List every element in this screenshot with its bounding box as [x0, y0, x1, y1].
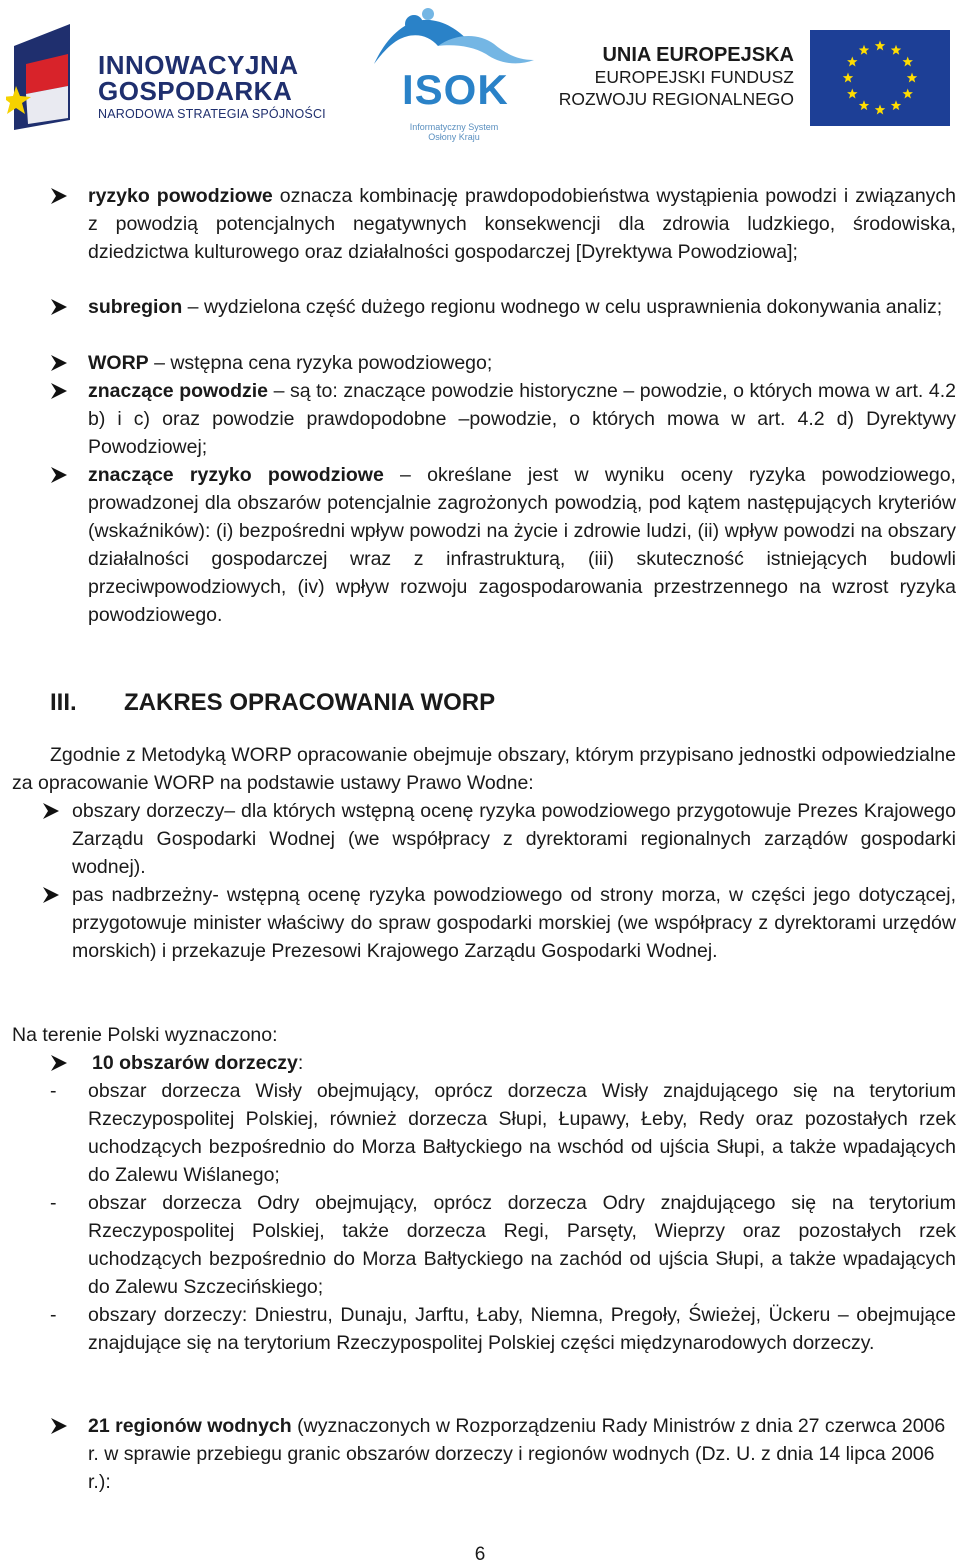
ig-line-2: GOSPODARKA: [98, 76, 293, 106]
definition-item: [88, 293, 956, 321]
section-title: ZAKRES OPRACOWANIA WORP: [124, 689, 496, 716]
definition-text: – są to: znaczące powodzie historyczne – powodzie, o których mowa w art. 4.2 b) i c) oraz powodzie prawdopodobne –powodzie, o których mowa w art. 4.2 d) Dyrektywy Powodziowej;: [88, 380, 956, 458]
section-number: III.: [50, 689, 77, 716]
arrow-bullet-icon: [42, 886, 60, 904]
definition-term: ryzyko powodziowe: [88, 185, 273, 207]
regions-item: [88, 1412, 948, 1496]
definition-item: [88, 349, 956, 377]
basin-item: obszar dorzecza Odry obejmujący, oprócz dorzecza Odry znajdującego się na terytorium Rzeczypospolitej Polskiej, także dorzecza Regi, Parsęty, Wieprzy oraz pozostałych rzek uchodzących bezpośrednio do Morza Bałtyckiego na zachód od ujścia Słupi, a także wpadających do Zalewu Szczecińskiego;: [88, 1192, 956, 1298]
isok-wave-icon: [368, 4, 540, 74]
basin-item: obszary dorzeczy: Dniestru, Dunaju, Jarftu, Łaby, Niemna, Pregoły, Świeżej, Ückeru – obejmujące znajdujące się na terytorium Rzeczypospolitej Polskiej części międzynarodowych dorzeczy.: [88, 1304, 956, 1354]
definition-text: – wstępna cena ryzyka powodziowego;: [148, 352, 493, 374]
definition-item: [88, 461, 956, 629]
definition-text: oznacza kombinację prawdopodobieństwa wystąpienia powodzi i związanych z powodzią potencjalnych negatywnych konsekwencji dla zdrowia ludzkiego, środowiska, dziedzictwa kulturowego oraz działalności gospodarczej [Dyrektywa Powodziowa];: [88, 185, 957, 263]
definition-term: subregion: [88, 296, 183, 318]
arrow-bullet-icon: [50, 382, 68, 400]
definition-text: – wydzielona część dużego regionu wodnego w celu usprawnienia dokonywania analiz;: [182, 296, 943, 318]
arrow-bullet-icon: [50, 1054, 68, 1072]
eu-fund-text: [556, 44, 794, 110]
eu-flag-icon: [810, 30, 950, 126]
ig-line-3: NARODOWA STRATEGIA SPÓJNOŚCI: [98, 107, 326, 121]
ig-line-1: INNOWACYJNA: [98, 50, 299, 80]
definition-text: – określane jest w wyniku oceny ryzyka powodziowego, prowadzonej dla obszarów potencjalnie zagrożonych powodzią, pod kątem następujących kryteriów (wskaźników): (i) bezpośredni wpływ powodzi na życie i zdrowie ludzi, (ii) wpływ powodzi na obszary działalności gospodarczej wraz z infrastrukturą, (iii) skuteczność istniejących budowli przeciwpowodziowych, (iv) wpływ rozwoju zagospodarowania przestrzennego na wzrost ryzyka powodziowego.: [88, 464, 956, 626]
arrow-bullet-icon: [50, 1417, 68, 1435]
dash-bullet: -: [50, 1192, 57, 1214]
basin-item: obszar dorzecza Wisły obejmujący, oprócz dorzecza Wisły znajdującego się na terytorium Rzeczypospolitej Polskiej, również dorzecza Słupi, Łupawy, Łeby, Redy oraz pozostałych rzek uchodzących bezpośrednio do Morza Bałtyckiego na wschód od ujścia Słupi, a także wpadających do Zalewu Wiślanego;: [88, 1080, 956, 1186]
isok-wordmark: ISOK: [402, 66, 509, 113]
regions-label: 21 regionów wodnych: [88, 1415, 292, 1437]
scope-item: pas nadbrzeżny- wstępną ocenę ryzyka powodziowego od strony morza, w części jego dotyczącej, przygotowuje minister właściwy do spraw gospodarki morskiej (we współpracy z dyrektorami urzędów morskich) i przekazuje Prezesowi Krajowego Zarządu Gospodarki Wodnej.: [72, 884, 956, 962]
arrow-bullet-icon: [50, 187, 68, 205]
definition-item: [88, 182, 956, 266]
scope-item: obszary dorzeczy– dla których wstępną ocenę ryzyka powodziowego przygotowuje Prezes Krajowego Zarządu Gospodarki Wodnej (we współpracy z dyrektorami regionalnych zarządów gospodarki wodnej).: [72, 800, 956, 878]
definition-term: znaczące ryzyko powodziowe: [88, 464, 384, 486]
basins-label: 10 obszarów dorzeczy: [92, 1052, 298, 1074]
page-header: [0, 0, 960, 150]
arrow-bullet-icon: [50, 354, 68, 372]
ig-flag-mark-icon: [6, 24, 86, 130]
innowacyjna-gospodarka-logo: [6, 24, 336, 134]
definition-term: WORP: [88, 352, 149, 374]
basins-heading: [92, 1049, 303, 1077]
isok-subtitle-2: Osłony Kraju: [428, 132, 480, 142]
page-number: 6: [474, 1544, 486, 1565]
basins-colon: :: [297, 1052, 304, 1074]
dash-bullet: -: [50, 1080, 57, 1102]
dash-bullet: -: [50, 1304, 57, 1326]
poland-intro: Na terenie Polski wyznaczono:: [12, 1024, 278, 1046]
isok-subtitle-1: Informatyczny System: [409, 122, 499, 132]
arrow-bullet-icon: [42, 802, 60, 820]
arrow-bullet-icon: [50, 298, 68, 316]
eu-line-3: ROZWOJU REGIONALNEGO: [558, 89, 794, 109]
definition-term: znaczące powodzie: [88, 380, 269, 402]
definition-item: [88, 377, 956, 461]
arrow-bullet-icon: [50, 466, 68, 484]
isok-logo: [368, 4, 540, 146]
eu-line-1: UNIA EUROPEJSKA: [602, 44, 794, 66]
regions-text: (wyznaczonych w Rozporządzeniu Rady Ministrów z dnia 27 czerwca 2006 r. w sprawie przebiegu granic obszarów dorzeczy i regionów wodnych (Dz. U. z dnia 14 lipca 2006 r.):: [88, 1415, 946, 1493]
section-intro: Zgodnie z Metodyką WORP opracowanie obejmuje obszary, którym przypisano jednostki odpowiedzialne za opracowanie WORP na podstawie ustawy Prawo Wodne:: [12, 744, 956, 794]
eu-line-2: EUROPEJSKI FUNDUSZ: [594, 67, 794, 87]
